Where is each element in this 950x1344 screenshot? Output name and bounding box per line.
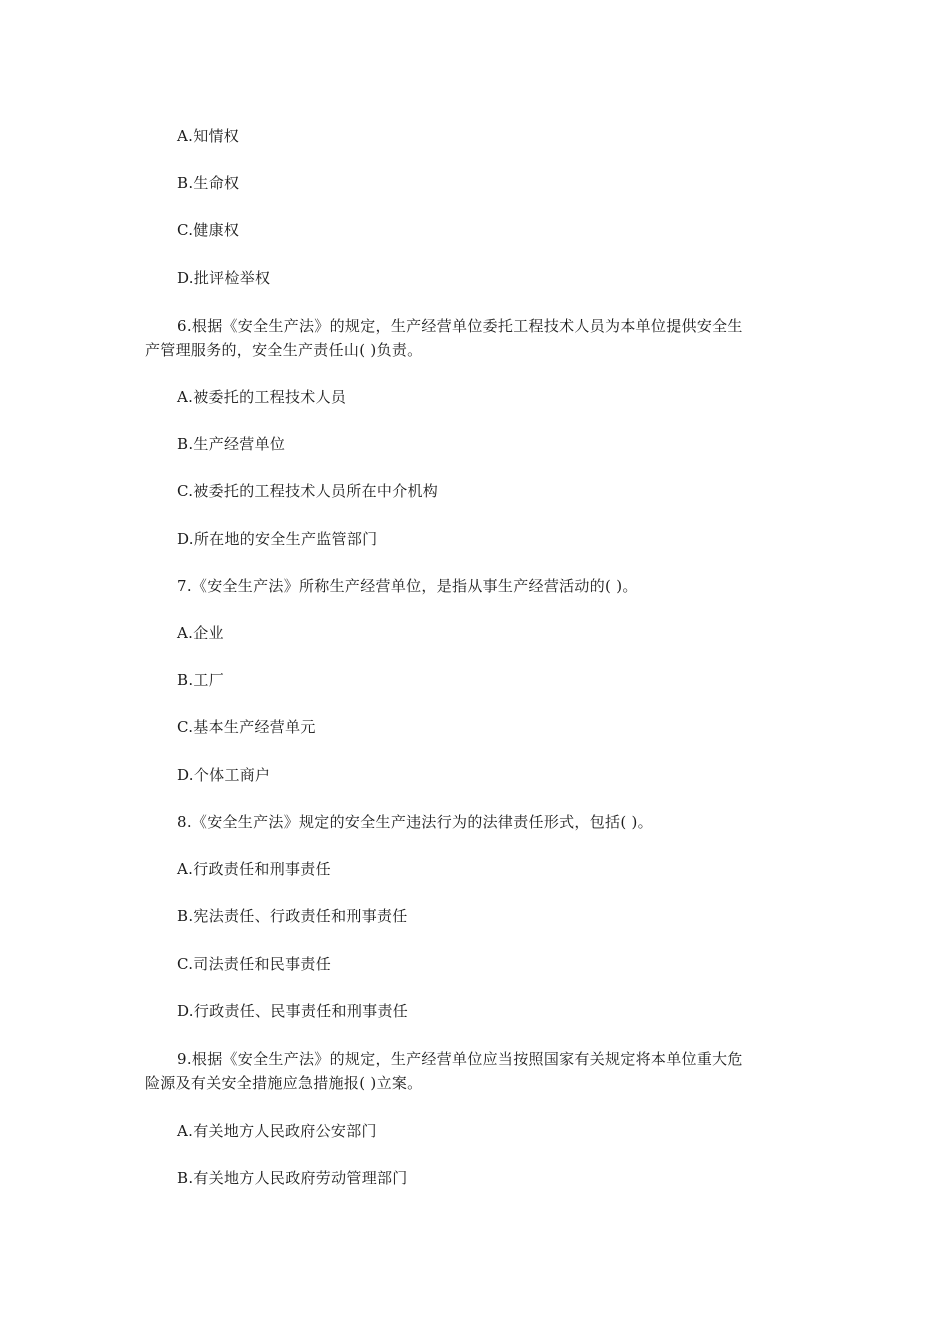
- option-q6-a: A.被委托的工程技术人员: [177, 388, 347, 406]
- question-7-line-1: 7.《安全生产法》所称生产经营单位，是指从事生产经营活动的( )。: [177, 577, 638, 595]
- option-q6-c: C.被委托的工程技术人员所在中介机构: [177, 482, 439, 500]
- question-8-line-1: 8.《安全生产法》规定的安全生产违法行为的法律责任形式，包括( )。: [177, 813, 653, 831]
- option-q5-b: B.生命权: [177, 174, 240, 192]
- option-q5-c: C.健康权: [177, 221, 240, 239]
- option-q5-d: D.批评检举权: [177, 269, 271, 287]
- option-q8-b: B.宪法责任、行政责任和刑事责任: [177, 907, 408, 925]
- option-q7-a: A.企业: [177, 624, 224, 642]
- option-q5-a: A.知情权: [177, 127, 240, 145]
- option-q6-b: B.生产经营单位: [177, 435, 286, 453]
- option-q9-b: B.有关地方人民政府劳动管理部门: [177, 1169, 408, 1187]
- question-6-line-1: 6.根据《安全生产法》的规定，生产经营单位委托工程技术人员为本单位提供安全生: [177, 317, 743, 335]
- option-q8-c: C.司法责任和民事责任: [177, 955, 332, 973]
- option-q9-a: A.有关地方人民政府公安部门: [177, 1122, 377, 1140]
- question-9-line-1: 9.根据《安全生产法》的规定，生产经营单位应当按照国家有关规定将本单位重大危: [177, 1050, 743, 1068]
- option-q8-a: A.行政责任和刑事责任: [177, 860, 331, 878]
- question-9-line-2: 险源及有关安全措施应急措施报( )立案。: [145, 1074, 423, 1092]
- option-q7-c: C.基本生产经营单元: [177, 718, 316, 736]
- question-6-line-2: 产管理服务的，安全生产责任山( )负责。: [145, 341, 423, 359]
- option-q7-d: D.个体工商户: [177, 766, 271, 784]
- option-q8-d: D.行政责任、民事责任和刑事责任: [177, 1002, 409, 1020]
- option-q7-b: B.工厂: [177, 671, 224, 689]
- option-q6-d: D.所在地的安全生产监管部门: [177, 530, 378, 548]
